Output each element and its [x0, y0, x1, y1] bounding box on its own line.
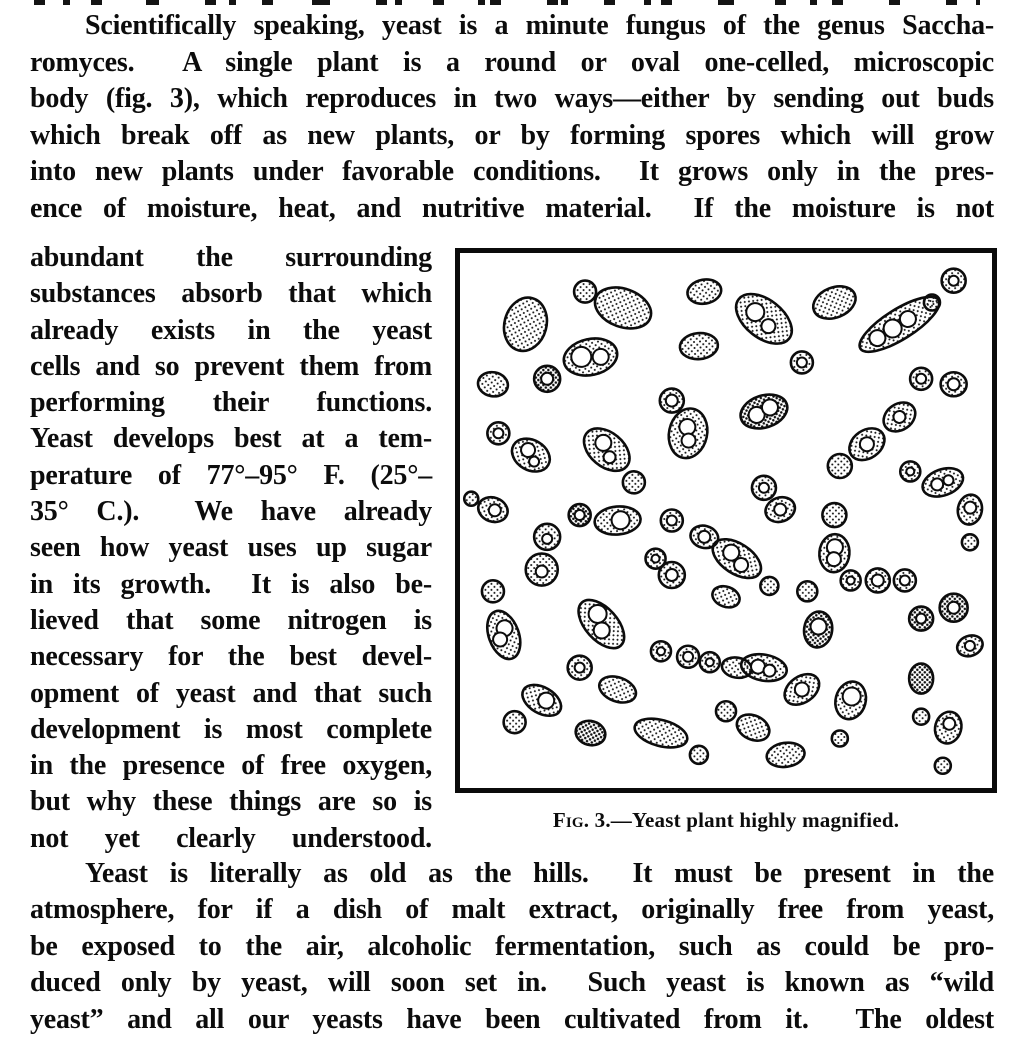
- text-line: substances absorb that which: [30, 278, 432, 310]
- yeast-cell: [832, 731, 848, 747]
- yeast-cell: [866, 568, 890, 592]
- yeast-cell: [660, 389, 684, 413]
- yeast-cell: [727, 284, 801, 353]
- yeast-cell: [700, 652, 720, 672]
- yeast-cell-vacuole: [706, 658, 714, 666]
- yeast-cell: [560, 334, 620, 380]
- text-line: cells and so prevent them from: [30, 350, 432, 382]
- text-line: development is most complete: [30, 713, 432, 745]
- yeast-cell-vacuole: [810, 617, 828, 635]
- text-line: 35° C.). We have already: [30, 496, 432, 528]
- text-line: ence of moisture, heat, and nutritive material. If the moisture is not: [30, 192, 994, 224]
- figure-caption-label: Fig. 3.: [552, 808, 611, 832]
- yeast-cell-vacuole: [763, 664, 777, 678]
- yeast-cell: [690, 746, 708, 764]
- text-line: opment of yeast and that such: [30, 677, 432, 709]
- yeast-cell-vacuole: [963, 501, 977, 515]
- yeast-cell: [760, 577, 778, 595]
- yeast-cell-vacuole: [826, 552, 841, 567]
- yeast-cell-vacuole: [906, 467, 914, 475]
- yeast-cell: [623, 471, 645, 493]
- text-line: yeast” and all our yeasts have been cultivated from it. The oldest: [30, 1003, 994, 1035]
- yeast-cell-vacuole: [916, 374, 926, 384]
- text-line: duced only by yeast, will soon set in. Such yeast is known as “wild: [30, 967, 994, 999]
- yeast-cell: [481, 606, 526, 663]
- yeast-cell-vacuole: [666, 395, 678, 407]
- yeast-cell-vacuole: [542, 534, 552, 544]
- text-line: body (fig. 3), which reproduces in two ways—either by sending out buds: [30, 83, 994, 115]
- text-line: already exists in the yeast: [30, 314, 432, 346]
- yeast-cell-vacuole: [683, 652, 693, 662]
- yeast-cell-vacuole: [797, 357, 807, 367]
- text-line: atmosphere, for if a dish of malt extract, originally free from yeast,: [30, 894, 994, 926]
- text-line: seen how yeast uses up sugar: [30, 532, 432, 564]
- yeast-cell: [828, 454, 852, 478]
- yeast-cell: [568, 656, 592, 680]
- yeast-cell: [475, 493, 511, 526]
- yeast-cell-vacuole: [541, 373, 553, 385]
- yeast-cell: [932, 709, 965, 747]
- yeast-cell: [482, 580, 504, 602]
- yeast-cell-vacuole: [611, 510, 631, 530]
- yeast-cell-vacuole: [667, 516, 677, 526]
- text-line: Scientifically speaking, yeast is a minute fungus of the genus Saccha-: [85, 10, 994, 41]
- yeast-cell: [487, 422, 509, 444]
- yeast-cell: [894, 569, 916, 591]
- yeast-cell: [464, 492, 478, 506]
- text-line: Yeast develops best at a tem-: [30, 423, 432, 455]
- yeast-cell: [841, 570, 861, 590]
- yeast-cell-vacuole: [493, 428, 503, 438]
- yeast-cell: [576, 420, 638, 479]
- text-line: into new plants under favorable conditions. It grows only in the pres-: [30, 156, 994, 188]
- text-line: not yet clearly understood.: [30, 822, 432, 854]
- text-line: necessary for the best devel-: [30, 641, 432, 673]
- yeast-cell: [831, 678, 870, 722]
- yeast-cell: [797, 581, 817, 601]
- yeast-cells-drawing: [455, 248, 997, 793]
- yeast-cell-vacuole: [536, 566, 548, 578]
- yeast-cell-group: [464, 269, 985, 774]
- text-line: but why these things are so is: [30, 786, 432, 818]
- yeast-cell: [954, 632, 985, 660]
- yeast-cell: [791, 351, 813, 373]
- text-line: perature of 77°–95° F. (25°–: [30, 459, 432, 491]
- yeast-cell: [632, 714, 691, 753]
- yeast-cell: [962, 534, 978, 550]
- yeast-cell: [596, 672, 640, 708]
- yeast-cell: [498, 293, 553, 356]
- yeast-cell: [955, 493, 984, 527]
- text-line: performing their functions.: [30, 387, 432, 419]
- yeast-cell-vacuole: [657, 647, 665, 655]
- figure-caption-text: —Yeast plant highly magnified.: [610, 808, 900, 832]
- yeast-cell: [677, 646, 699, 668]
- yeast-cell-vacuole: [666, 569, 678, 581]
- yeast-cell-vacuole: [948, 378, 960, 390]
- text-line: Yeast is literally as old as the hills. It must be present in the: [85, 858, 994, 889]
- yeast-cell: [570, 592, 633, 657]
- yeast-cell: [659, 562, 685, 588]
- yeast-cell: [685, 277, 723, 307]
- yeast-cell: [709, 583, 742, 611]
- figure-3-yeast-illustration: [455, 248, 997, 793]
- yeast-cell: [476, 370, 510, 399]
- yeast-cell: [909, 607, 933, 631]
- yeast-cell: [910, 368, 932, 390]
- yeast-cell: [940, 594, 968, 622]
- yeast-cell: [924, 295, 940, 311]
- yeast-cell: [739, 651, 789, 685]
- yeast-cell-vacuole: [948, 602, 960, 614]
- yeast-cell: [878, 397, 921, 438]
- text-line: abundant the surrounding: [30, 242, 432, 273]
- yeast-cell: [822, 503, 846, 527]
- text-line: in the presence of free oxygen,: [30, 750, 432, 782]
- yeast-cell: [935, 758, 951, 774]
- yeast-cell: [504, 711, 526, 733]
- yeast-cell-vacuole: [575, 510, 585, 520]
- yeast-cell: [808, 280, 860, 324]
- yeast-cell: [679, 331, 719, 360]
- text-line: lieved that some nitrogen is: [30, 604, 432, 636]
- text-line: romyces. A single plant is a round or oval one-celled, microscopic: [30, 46, 994, 78]
- yeast-cell-vacuole: [916, 614, 926, 624]
- yeast-cell: [593, 505, 641, 537]
- yeast-cell-vacuole: [759, 483, 769, 493]
- yeast-cell-vacuole: [872, 574, 884, 586]
- yeast-cell: [569, 504, 591, 526]
- yeast-cell: [919, 463, 967, 502]
- paragraph-yeast-old-as-hills: [30, 856, 994, 1038]
- yeast-cell: [752, 476, 776, 500]
- yeast-cell: [661, 510, 683, 532]
- figure-caption: [455, 808, 997, 833]
- yeast-cell: [941, 372, 967, 396]
- yeast-cell: [913, 709, 929, 725]
- left-column-paragraph: [30, 240, 432, 857]
- yeast-cell: [942, 269, 966, 293]
- cropped-previous-line-fragments: [34, 0, 980, 5]
- yeast-cell: [909, 664, 933, 694]
- yeast-cell: [651, 641, 671, 661]
- yeast-cell-vacuole: [652, 555, 660, 563]
- yeast-cell-vacuole: [847, 576, 855, 584]
- yeast-cell: [733, 710, 774, 746]
- yeast-cell: [736, 389, 792, 434]
- yeast-cell: [534, 524, 560, 550]
- yeast-cell: [526, 554, 558, 586]
- text-line: be exposed to the air, alcoholic fermentation, such as could be pro-: [30, 930, 994, 962]
- yeast-cell: [506, 432, 556, 478]
- yeast-cell: [574, 281, 596, 303]
- yeast-cell-vacuole: [949, 276, 959, 286]
- yeast-cell-vacuole: [900, 575, 910, 585]
- yeast-cell: [900, 461, 920, 481]
- paragraph-intro: [30, 8, 994, 228]
- yeast-cell: [534, 366, 560, 392]
- yeast-cell: [573, 718, 608, 749]
- yeast-cell: [818, 533, 851, 573]
- yeast-cell: [716, 701, 736, 721]
- text-line: in its growth. It is also be-: [30, 568, 432, 600]
- yeast-cell: [802, 610, 835, 650]
- yeast-cell: [589, 280, 656, 336]
- yeast-cell: [765, 740, 806, 769]
- text-line: which break off as new plants, or by forming spores which will grow: [30, 119, 994, 151]
- yeast-cell-vacuole: [575, 663, 585, 673]
